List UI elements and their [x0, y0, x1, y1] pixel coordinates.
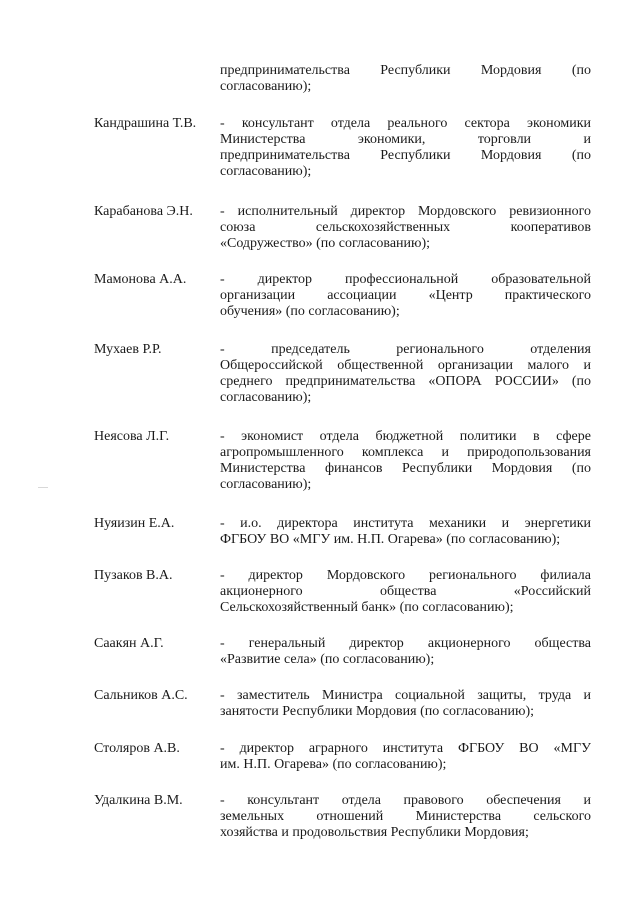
position-line: предпринимательства Республики Мордовия (по — [220, 63, 591, 78]
position-line: им. Н.П. Огарева» (по согласованию); — [220, 757, 447, 772]
member-name: Пузаков В.А. — [94, 568, 173, 583]
position-line: согласованию); — [220, 164, 312, 179]
position-line: союза сельскохозяйственных кооперативов — [220, 220, 591, 235]
member-name: Карабанова Э.Н. — [94, 204, 193, 219]
position-line: среднего предпринимательства «ОПОРА РОССИИ» (по — [220, 374, 591, 389]
member-name: Мамонова А.А. — [94, 272, 187, 287]
position-line: предпринимательства Республики Мордовия (по — [220, 148, 591, 163]
member-position — [220, 636, 591, 668]
position-line: обучения» (по согласованию); — [220, 304, 400, 319]
position-line: ФГБОУ ВО «МГУ им. Н.П. Огарева» (по согласованию); — [220, 532, 561, 547]
member-position — [220, 429, 591, 493]
position-line: занятости Республики Мордовия (по согласованию); — [220, 704, 535, 719]
member-name: Неясова Л.Г. — [94, 429, 170, 444]
member-position — [220, 63, 591, 95]
position-line: - экономист отдела бюджетной политики в сфере — [220, 429, 591, 444]
member-position — [220, 342, 591, 406]
position-line: Общероссийской общественной организации малого и — [220, 358, 591, 373]
member-position — [220, 688, 591, 720]
member-position — [220, 793, 591, 841]
position-line: хозяйства и продовольствия Республики Мордовия; — [220, 825, 529, 840]
member-name: Столяров А.В. — [94, 741, 180, 756]
position-line: земельных отношений Министерства сельского — [220, 809, 591, 824]
position-line: Министерства экономики, торговли и — [220, 132, 591, 147]
position-line: - директор профессиональной образовательной — [220, 272, 591, 287]
position-line: Министерства финансов Республики Мордовия (по — [220, 461, 591, 476]
member-name: Кандрашина Т.В. — [94, 116, 197, 131]
position-line: агропромышленного комплекса и природопользования — [220, 445, 591, 460]
position-line: - директор Мордовского регионального филиала — [220, 568, 591, 583]
position-line: согласованию); — [220, 79, 312, 94]
member-position — [220, 568, 591, 616]
member-name: Сальников А.С. — [94, 688, 188, 703]
position-line: согласованию); — [220, 477, 312, 492]
position-line: - консультант отдела реального сектора экономики — [220, 116, 591, 131]
member-position — [220, 516, 591, 548]
member-name: Нуяизин Е.А. — [94, 516, 175, 531]
member-position — [220, 116, 591, 180]
position-line: - исполнительный директор Мордовского ревизионного — [220, 204, 591, 219]
position-line: - генеральный директор акционерного общества — [220, 636, 591, 651]
position-line: - директор аграрного института ФГБОУ ВО «МГУ — [220, 741, 591, 756]
member-name: Удалкина В.М. — [94, 793, 183, 808]
position-line: - председатель регионального отделения — [220, 342, 591, 357]
member-position — [220, 741, 591, 773]
member-name: Саакян А.Г. — [94, 636, 164, 651]
position-line: - консультант отдела правового обеспечения и — [220, 793, 591, 808]
position-line: акционерного общества «Российский — [220, 584, 591, 599]
position-line: - и.о. директора института механики и энергетики — [220, 516, 591, 531]
position-line: Сельскохозяйственный банк» (по согласованию); — [220, 600, 514, 615]
member-name: Мухаев Р.Р. — [94, 342, 162, 357]
member-position — [220, 272, 591, 320]
position-line: «Развитие села» (по согласованию); — [220, 652, 435, 667]
position-line: согласованию); — [220, 390, 312, 405]
member-position — [220, 204, 591, 252]
position-line: организации ассоциации «Центр практического — [220, 288, 591, 303]
scan-margin-mark — [38, 487, 48, 488]
position-line: «Содружество» (по согласованию); — [220, 236, 431, 251]
position-line: - заместитель Министра социальной защиты, труда и — [220, 688, 591, 703]
